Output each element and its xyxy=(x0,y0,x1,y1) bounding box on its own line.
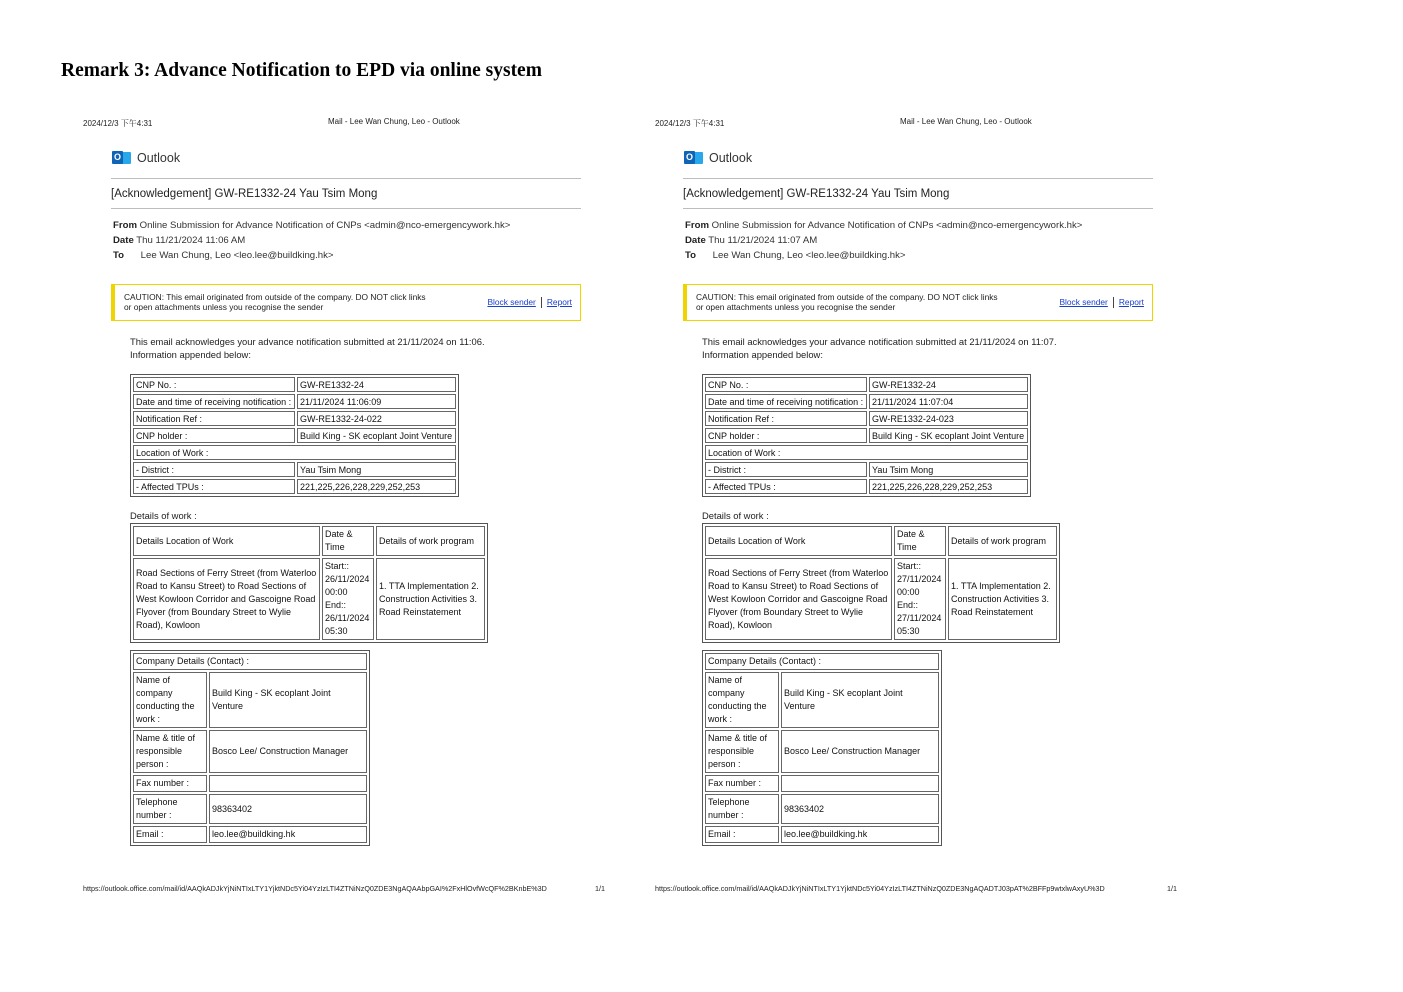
footer-url: https://outlook.office.com/mail/id/AAQkADJkYjNiNTIxLTY1YjktNDc5Yi04YzIzLTI4ZTNiNzQ0ZDE3NgAQAAbpGAI%2FxHlOvfWcQF%2BKnbE%3D xyxy=(83,884,547,893)
report-link[interactable]: Report xyxy=(1118,297,1144,307)
external-caution-banner xyxy=(683,284,1153,321)
date-label: Date xyxy=(113,235,134,246)
from-label: From xyxy=(685,220,709,231)
table-header-row: Company Details (Contact) : xyxy=(133,653,367,670)
email-printout-2 xyxy=(655,110,1215,910)
table-row: - Affected TPUs : 221,225,226,228,229,252,253 xyxy=(133,479,456,494)
table-row: - Affected TPUs : 221,225,226,228,229,252,253 xyxy=(705,479,1028,494)
footer-url: https://outlook.office.com/mail/id/AAQkADJkYjNiNTIxLTY1YjktNDc5Yi04YzIzLTI4ZTNiNzQ0ZDE3NgAQADTJ03pAT%2BFFp9wtxlwAxyU%3D xyxy=(655,884,1105,893)
date-line xyxy=(113,235,245,246)
from-label: From xyxy=(113,220,137,231)
divider xyxy=(111,178,581,179)
external-caution-banner xyxy=(111,284,581,321)
to-line xyxy=(685,250,906,261)
print-date: 2024/12/3 下午4:31 xyxy=(83,119,153,128)
block-sender-link[interactable]: Block sender xyxy=(1059,297,1108,307)
table-row: Date and time of receiving notification : 21/11/2024 11:06:09 xyxy=(133,394,456,409)
details-of-work-label: Details of work : xyxy=(130,510,197,521)
table-row: Location of Work : xyxy=(133,445,456,460)
outlook-brand xyxy=(112,150,180,166)
to-label: To xyxy=(685,250,697,261)
table-header-row: Details Location of Work Date & Time Details of work program xyxy=(705,526,1057,556)
table-row: Fax number : xyxy=(133,775,367,792)
divider xyxy=(683,178,1153,179)
table-row: Name & title of responsible person : Bosco Lee/ Construction Manager xyxy=(133,730,367,773)
table-row: Road Sections of Ferry Street (from Waterloo Road to Kansu Street) to Road Sections of West Kowloon Corridor and Gascoigne Road Flyover (from Boundary Street to Wylie Road), Kowloon Start:: 27/11/2024 00:00 End:: 27/11/2024 05:30 1. TTA Implementation 2. Construction Activities 3. Road Reinstatement xyxy=(705,558,1057,640)
caution-links xyxy=(1059,297,1144,308)
to-value: Lee Wan Chung, Leo <leo.lee@buildking.hk> xyxy=(712,250,906,261)
table-row: Name & title of responsible person : Bosco Lee/ Construction Manager xyxy=(705,730,939,773)
print-header-title: Mail - Lee Wan Chung, Leo - Outlook xyxy=(900,117,1032,126)
notification-summary-table xyxy=(702,374,1031,497)
company-details-table xyxy=(702,650,942,846)
to-line xyxy=(113,250,334,261)
table-row: CNP holder : Build King - SK ecoplant Joint Venture xyxy=(133,428,456,443)
table-row: Email : leo.lee@buildking.hk xyxy=(705,826,939,843)
table-row: - District : Yau Tsim Mong xyxy=(133,462,456,477)
footer-page-number: 1/1 xyxy=(595,884,605,893)
table-row: Road Sections of Ferry Street (from Waterloo Road to Kansu Street) to Road Sections of West Kowloon Corridor and Gascoigne Road Flyover (from Boundary Street to Wylie Road), Kowloon Start:: 26/11/2024 00:00 End:: 26/11/2024 05:30 1. TTA Implementation 2. Construction Activities 3. Road Reinstatement xyxy=(133,558,485,640)
from-value: Online Submission for Advance Notification of CNPs <admin@nco-emergencywork.hk> xyxy=(711,220,1083,231)
caution-text: CAUTION: This email originated from outside of the company. DO NOT click links or open attachments unless you recognise the sender xyxy=(124,292,426,312)
table-row: CNP No. : GW-RE1332-24 xyxy=(133,377,456,392)
from-line xyxy=(685,220,1082,231)
date-line xyxy=(685,235,817,246)
table-row: Name of company conducting the work : Build King - SK ecoplant Joint Venture xyxy=(705,672,939,728)
table-row: Name of company conducting the work : Build King - SK ecoplant Joint Venture xyxy=(133,672,367,728)
company-details-table xyxy=(130,650,370,846)
app-name: Outlook xyxy=(709,151,753,165)
email-intro: This email acknowledges your advance notification submitted at 21/11/2024 on 11:06. Information appended below: xyxy=(130,336,485,360)
table-row: Fax number : xyxy=(705,775,939,792)
table-row: Email : leo.lee@buildking.hk xyxy=(133,826,367,843)
divider xyxy=(111,208,581,209)
email-intro: This email acknowledges your advance notification submitted at 21/11/2024 on 11:07. Information appended below: xyxy=(702,336,1057,360)
details-of-work-table xyxy=(130,523,488,643)
email-subject: [Acknowledgement] GW-RE1332-24 Yau Tsim Mong xyxy=(111,188,378,200)
caution-text: CAUTION: This email originated from outside of the company. DO NOT click links or open attachments unless you recognise the sender xyxy=(696,292,998,312)
table-row: CNP No. : GW-RE1332-24 xyxy=(705,377,1028,392)
table-row: Notification Ref : GW-RE1332-24-022 xyxy=(133,411,456,426)
table-row: CNP holder : Build King - SK ecoplant Joint Venture xyxy=(705,428,1028,443)
divider xyxy=(683,208,1153,209)
from-line xyxy=(113,220,510,231)
details-of-work-table xyxy=(702,523,1060,643)
table-row: Date and time of receiving notification : 21/11/2024 11:07:04 xyxy=(705,394,1028,409)
footer-page-number: 1/1 xyxy=(1167,884,1177,893)
page-title: Remark 3: Advance Notification to EPD via online system xyxy=(61,60,542,81)
table-row: Location of Work : xyxy=(705,445,1028,460)
app-name: Outlook xyxy=(137,151,181,165)
print-date: 2024/12/3 下午4:31 xyxy=(655,119,725,128)
outlook-logo-icon: O xyxy=(112,150,131,166)
table-row: Telephone number : 98363402 xyxy=(133,794,367,824)
outlook-logo-icon: O xyxy=(684,150,703,166)
email-subject: [Acknowledgement] GW-RE1332-24 Yau Tsim Mong xyxy=(683,188,950,200)
notification-summary-table xyxy=(130,374,459,497)
email-printout-1 xyxy=(83,110,643,910)
from-value: Online Submission for Advance Notification of CNPs <admin@nco-emergencywork.hk> xyxy=(139,220,511,231)
table-header-row: Company Details (Contact) : xyxy=(705,653,939,670)
block-sender-link[interactable]: Block sender xyxy=(487,297,536,307)
table-row: Notification Ref : GW-RE1332-24-023 xyxy=(705,411,1028,426)
date-label: Date xyxy=(685,235,706,246)
caution-links xyxy=(487,297,572,308)
table-header-row: Details Location of Work Date & Time Details of work program xyxy=(133,526,485,556)
table-row: - District : Yau Tsim Mong xyxy=(705,462,1028,477)
details-of-work-label: Details of work : xyxy=(702,510,769,521)
report-link[interactable]: Report xyxy=(546,297,572,307)
date-value: Thu 11/21/2024 11:06 AM xyxy=(136,235,246,246)
outlook-brand xyxy=(684,150,752,166)
print-header-title: Mail - Lee Wan Chung, Leo - Outlook xyxy=(328,117,460,126)
date-value: Thu 11/21/2024 11:07 AM xyxy=(708,235,818,246)
to-value: Lee Wan Chung, Leo <leo.lee@buildking.hk> xyxy=(140,250,334,261)
table-row: Telephone number : 98363402 xyxy=(705,794,939,824)
to-label: To xyxy=(113,250,125,261)
